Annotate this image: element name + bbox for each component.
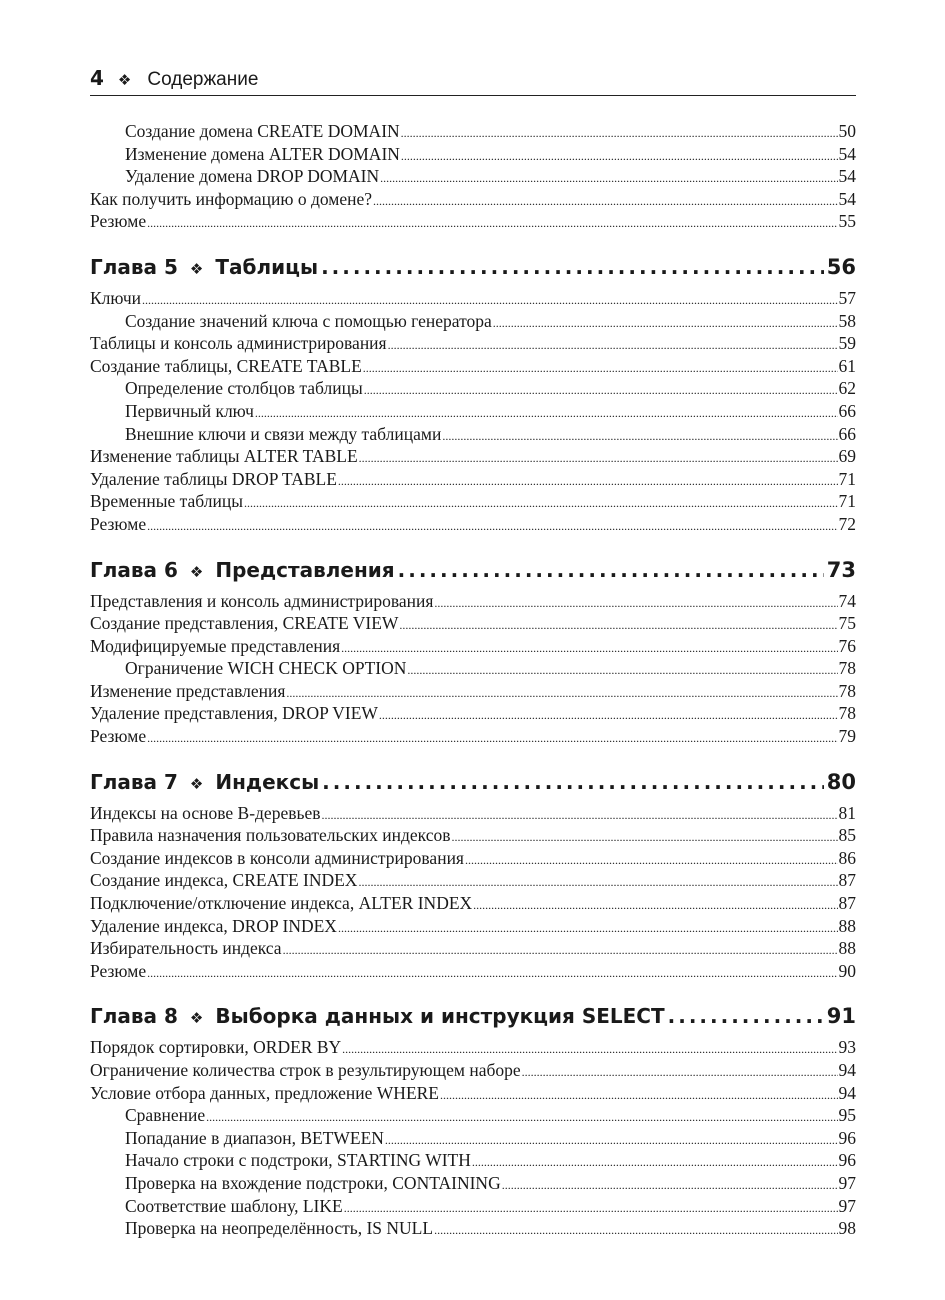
chapter-title: Представления	[215, 557, 395, 582]
toc-entry[interactable]	[90, 892, 856, 915]
entry-title: Резюме	[90, 960, 147, 981]
entry-title: Как получить информацию о домене?	[90, 188, 373, 209]
dot-leader	[380, 165, 837, 190]
entry-title: Проверка на неопределённость, IS NULL	[125, 1218, 434, 1239]
dot-leader	[142, 287, 838, 312]
entry-page-number: 54	[838, 188, 856, 209]
entry-page-number: 57	[838, 287, 856, 308]
entry-page-number: 69	[838, 446, 856, 467]
entry-title: Создание таблицы, CREATE TABLE	[90, 355, 362, 376]
entry-page-number: 78	[838, 703, 856, 724]
entry-title: Избирательность индекса	[90, 938, 282, 959]
toc-entry[interactable]	[90, 869, 856, 892]
dot-leader	[363, 355, 838, 380]
chapter-label: Глава 6	[90, 557, 178, 582]
toc-entry[interactable]	[90, 1195, 856, 1218]
entry-title: Изменение представления	[90, 680, 286, 701]
entry-page-number: 95	[838, 1105, 856, 1126]
entry-page-number: 98	[838, 1218, 856, 1239]
entry-page-number: 58	[838, 310, 856, 331]
entry-title: Подключение/отключение индекса, ALTER INDEX	[90, 893, 473, 914]
dot-leader	[341, 635, 837, 660]
table-of-contents	[90, 120, 856, 1240]
toc-chapter-heading[interactable]	[90, 768, 856, 796]
dot-leader	[465, 847, 838, 872]
entry-title: Ключи	[90, 287, 141, 308]
entry-page-number: 90	[838, 960, 856, 981]
chapter-label: Глава 8	[90, 1004, 178, 1029]
chapter-page-number: 56	[826, 254, 856, 279]
diamond-ornament-icon: ❖	[189, 259, 204, 278]
toc-entry[interactable]	[90, 513, 856, 536]
toc-entry[interactable]	[90, 1217, 856, 1240]
diamond-ornament-icon: ❖	[189, 774, 204, 793]
toc-entry[interactable]	[90, 490, 856, 513]
entry-title: Изменение таблицы ALTER TABLE	[90, 446, 358, 467]
dot-leader	[147, 960, 837, 985]
toc-entry[interactable]	[90, 847, 856, 870]
toc-entry[interactable]	[90, 400, 856, 423]
entry-page-number: 72	[838, 513, 856, 534]
entry-page-number: 94	[838, 1060, 856, 1080]
toc-entry[interactable]	[90, 188, 856, 211]
toc-entry[interactable]	[90, 143, 856, 166]
dot-leader	[493, 310, 838, 335]
chapter-title: Индексы	[215, 769, 320, 794]
dot-leader	[147, 725, 837, 750]
entry-page-number: 76	[838, 635, 856, 656]
dot-leader	[321, 253, 824, 281]
entry-title: Удаление представления, DROP VIEW	[90, 703, 378, 724]
dot-leader	[452, 824, 838, 849]
entry-title: Создание индексов в консоли администрирования	[90, 847, 464, 868]
toc-entry[interactable]	[90, 423, 856, 446]
entry-page-number: 61	[838, 355, 856, 376]
entry-title: Соответствие шаблону, LIKE	[125, 1195, 343, 1216]
dot-leader	[401, 143, 838, 168]
entry-title: Резюме	[90, 211, 147, 232]
chapter-title: Таблицы	[215, 254, 319, 279]
toc-entry[interactable]	[90, 1127, 856, 1150]
dot-leader	[373, 188, 837, 213]
toc-entry[interactable]	[90, 1172, 856, 1195]
toc-entry[interactable]	[90, 680, 856, 703]
entry-page-number: 85	[838, 825, 856, 846]
dot-leader	[206, 1104, 837, 1129]
dot-leader	[379, 702, 838, 727]
toc-entry[interactable]	[90, 960, 856, 983]
toc-entry[interactable]	[90, 635, 856, 658]
dot-leader	[522, 1059, 838, 1084]
entry-title: Первичный ключ	[125, 400, 254, 421]
dot-leader	[244, 490, 838, 515]
dot-leader	[338, 468, 838, 493]
toc-entry[interactable]	[90, 445, 856, 468]
dot-leader	[401, 120, 838, 145]
dot-leader	[286, 680, 837, 705]
entry-page-number: 87	[838, 893, 856, 914]
dot-leader	[321, 802, 837, 827]
entry-page-number: 93	[838, 1037, 856, 1058]
entry-title: Создание индекса, CREATE INDEX	[90, 870, 358, 891]
running-header	[90, 66, 856, 96]
dot-leader	[255, 400, 838, 425]
dot-leader	[440, 1082, 838, 1107]
entry-title: Таблицы и консоль администрирования	[90, 333, 387, 354]
entry-page-number: 78	[838, 658, 856, 679]
entry-page-number: 97	[838, 1172, 856, 1193]
entry-title: Удаление таблицы DROP TABLE	[90, 468, 337, 489]
chapter-page-number: 91	[826, 1004, 856, 1029]
entry-page-number: 59	[838, 333, 856, 354]
entry-title: Модифицируемые представления	[90, 635, 341, 656]
entry-page-number: 71	[838, 468, 856, 489]
chapter-label: Глава 7	[90, 769, 178, 794]
entry-title: Проверка на вхождение подстроки, CONTAINING	[125, 1172, 501, 1193]
entry-title: Резюме	[90, 513, 147, 534]
dot-leader	[434, 1217, 837, 1242]
chapter-title: Выборка данных и инструкция SELECT	[215, 1004, 665, 1029]
entry-title: Удаление домена DROP DOMAIN	[125, 166, 380, 187]
entry-page-number: 66	[838, 423, 856, 444]
entry-page-number: 74	[838, 590, 856, 611]
dot-leader	[358, 869, 837, 894]
dot-leader	[442, 423, 837, 448]
toc-entry[interactable]	[90, 120, 856, 143]
toc-entry[interactable]	[90, 915, 856, 938]
dot-leader	[147, 210, 837, 235]
page-number: 4	[90, 66, 104, 90]
entry-page-number: 94	[838, 1082, 856, 1103]
dot-leader	[283, 937, 838, 962]
chapter-page-number: 73	[826, 557, 856, 582]
entry-page-number: 66	[838, 400, 856, 421]
toc-entry[interactable]	[90, 725, 856, 748]
toc-entry[interactable]	[90, 657, 856, 680]
toc-entry[interactable]	[90, 937, 856, 960]
entry-title: Ограничение количества строк в результирующем наборе	[90, 1060, 521, 1080]
toc-entry[interactable]	[90, 377, 856, 400]
diamond-ornament-icon: ❖	[117, 71, 132, 89]
entry-page-number: 81	[838, 802, 856, 823]
toc-entry[interactable]	[90, 210, 856, 233]
dot-leader	[322, 768, 824, 796]
entry-title: Резюме	[90, 726, 147, 747]
entry-title: Создание представления, CREATE VIEW	[90, 613, 399, 634]
toc-entry[interactable]	[90, 1059, 856, 1082]
chapter-page-number: 80	[826, 769, 856, 794]
entry-page-number: 96	[838, 1127, 856, 1148]
toc-chapter-heading[interactable]	[90, 253, 856, 281]
entry-page-number: 96	[838, 1150, 856, 1171]
toc-entry[interactable]	[90, 468, 856, 491]
entry-title: Внешние ключи и связи между таблицами	[125, 423, 442, 444]
entry-page-number: 50	[838, 121, 856, 141]
entry-title: Представления и консоль администрирования	[90, 590, 434, 611]
dot-leader	[147, 513, 837, 538]
entry-title: Индексы на основе B-деревьев	[90, 802, 321, 823]
entry-title: Создание значений ключа с помощью генератора	[125, 310, 492, 331]
toc-entry[interactable]	[90, 702, 856, 725]
toc-entry[interactable]	[90, 287, 856, 310]
entry-page-number: 55	[838, 211, 856, 232]
entry-title: Временные таблицы	[90, 491, 243, 512]
dot-leader	[434, 590, 837, 615]
entry-title: Правила назначения пользовательских индексов	[90, 825, 451, 846]
entry-page-number: 86	[838, 847, 856, 868]
toc-entry[interactable]	[90, 1149, 856, 1172]
toc-entry[interactable]	[90, 1104, 856, 1127]
entry-page-number: 79	[838, 726, 856, 747]
diamond-ornament-icon: ❖	[189, 562, 204, 581]
entry-page-number: 87	[838, 870, 856, 891]
entry-page-number: 88	[838, 915, 856, 936]
toc-entry[interactable]	[90, 1082, 856, 1105]
entry-page-number: 97	[838, 1195, 856, 1216]
dot-leader	[398, 556, 824, 584]
dot-leader	[502, 1172, 838, 1197]
toc-entry[interactable]	[90, 1036, 856, 1059]
toc-entry[interactable]	[90, 590, 856, 613]
entry-title: Начало строки с подстроки, STARTING WITH	[125, 1150, 471, 1171]
entry-page-number: 78	[838, 680, 856, 701]
toc-entry[interactable]	[90, 824, 856, 847]
dot-leader	[472, 1149, 838, 1174]
entry-page-number: 62	[838, 378, 856, 399]
diamond-ornament-icon: ❖	[189, 1009, 204, 1028]
entry-title: Удаление индекса, DROP INDEX	[90, 915, 337, 936]
toc-entry[interactable]	[90, 332, 856, 355]
entry-page-number: 54	[838, 166, 856, 187]
book-page	[90, 66, 856, 1240]
chapter-label: Глава 5	[90, 254, 178, 279]
dot-leader	[385, 1127, 838, 1152]
dot-leader	[407, 657, 837, 682]
toc-entry[interactable]	[90, 165, 856, 188]
entry-page-number: 88	[838, 938, 856, 959]
entry-title: Порядок сортировки, ORDER BY	[90, 1037, 342, 1058]
entry-title: Попадание в диапазон, BETWEEN	[125, 1127, 384, 1148]
running-title: Содержание	[147, 69, 259, 90]
toc-entry[interactable]	[90, 355, 856, 378]
toc-entry[interactable]	[90, 612, 856, 635]
dot-leader	[399, 612, 837, 637]
entry-title: Создание домена CREATE DOMAIN	[125, 121, 400, 141]
entry-page-number: 71	[838, 491, 856, 512]
dot-leader	[344, 1195, 838, 1220]
toc-entry[interactable]	[90, 310, 856, 333]
dot-leader	[338, 915, 838, 940]
entry-title: Ограничение WICH CHECK OPTION	[125, 658, 407, 679]
toc-chapter-heading[interactable]	[90, 556, 856, 584]
entry-page-number: 54	[838, 143, 856, 164]
entry-page-number: 75	[838, 613, 856, 634]
dot-leader	[342, 1036, 837, 1061]
entry-title: Изменение домена ALTER DOMAIN	[125, 143, 400, 164]
entry-title: Определение столбцов таблицы	[125, 378, 363, 399]
dot-leader	[359, 445, 838, 470]
entry-title: Сравнение	[125, 1105, 206, 1126]
dot-leader	[668, 1002, 824, 1030]
dot-leader	[473, 892, 837, 917]
entry-title: Условие отбора данных, предложение WHERE	[90, 1082, 439, 1103]
toc-chapter-heading[interactable]	[90, 1002, 856, 1030]
toc-entry[interactable]	[90, 802, 856, 825]
dot-leader	[388, 332, 838, 357]
dot-leader	[364, 377, 838, 402]
